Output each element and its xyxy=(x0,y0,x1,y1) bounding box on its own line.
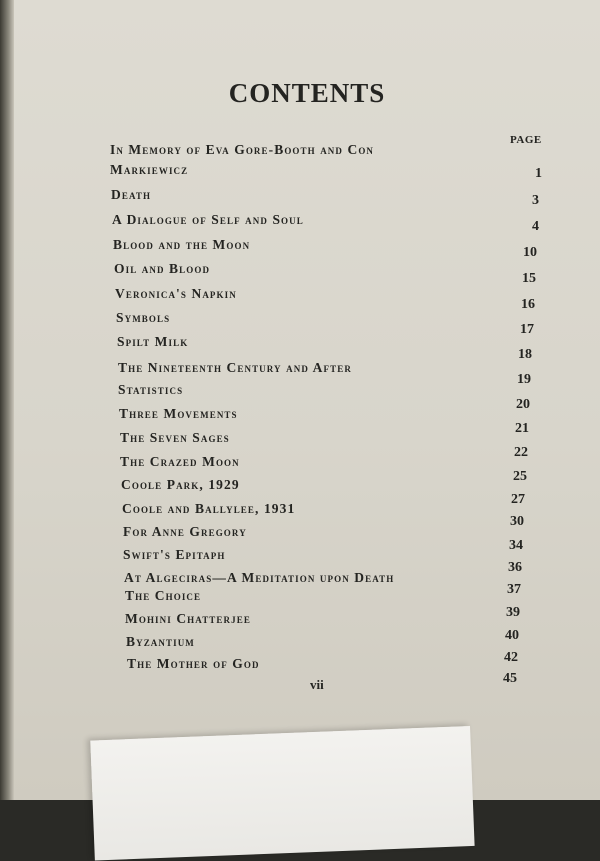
entry-title: For Anne Gregory xyxy=(123,524,247,539)
entry-title: Death xyxy=(111,187,152,202)
entry-title: The Seven Sages xyxy=(120,430,230,445)
entry-page: 20 xyxy=(516,397,530,412)
page-column-label: PAGE xyxy=(510,134,542,146)
entry-page: 39 xyxy=(506,605,520,620)
entry-title: In Memory of Eva Gore-Booth and Con xyxy=(110,142,375,157)
entry-page: 30 xyxy=(510,514,524,529)
entry-page: 27 xyxy=(511,492,525,507)
entry-title: Oil and Blood xyxy=(114,261,211,276)
entry-title: Byzantium xyxy=(126,634,195,649)
entry-page: 34 xyxy=(509,538,523,553)
entry-page: 42 xyxy=(504,650,518,665)
entry-title: Spilt Milk xyxy=(117,334,189,349)
entry-page: 17 xyxy=(520,322,534,337)
entry-title: Coole and Ballylee, 1931 xyxy=(122,501,296,516)
entry-title: Statistics xyxy=(118,382,184,397)
entry-page: 40 xyxy=(505,628,519,643)
entry-page: 15 xyxy=(522,271,536,286)
entry-page: 22 xyxy=(514,445,528,460)
entry-title: Symbols xyxy=(116,310,171,325)
entry-page: 21 xyxy=(515,421,529,436)
book-page xyxy=(14,0,600,800)
entry-title: The Nineteenth Century and After xyxy=(118,360,352,375)
entry-title: Three Movements xyxy=(119,406,238,421)
white-card xyxy=(90,726,474,860)
entry-title: A Dialogue of Self and Soul xyxy=(112,212,304,227)
entry-title: At Algeciras—A Meditation upon Death xyxy=(124,570,395,585)
entry-page: 19 xyxy=(517,372,531,387)
entry-title: Swift's Epitaph xyxy=(123,547,226,562)
entry-title: Coole Park, 1929 xyxy=(121,477,240,492)
entry-page: 18 xyxy=(518,347,532,362)
entry-page: 25 xyxy=(513,469,527,484)
entry-page: 10 xyxy=(523,245,537,260)
book-gutter xyxy=(0,0,14,800)
entry-title: Veronica's Napkin xyxy=(115,286,237,301)
entry-page: 3 xyxy=(532,193,539,208)
entry-title: The Crazed Moon xyxy=(120,454,240,469)
entry-title: Mohini Chatterjee xyxy=(125,611,251,626)
entry-page: 45 xyxy=(503,671,517,686)
entry-page: 36 xyxy=(508,560,522,575)
folio-number: vii xyxy=(310,677,324,692)
entry-page: 1 xyxy=(535,166,542,181)
entry-page: 37 xyxy=(507,582,521,597)
entry-page: 16 xyxy=(521,297,535,312)
entry-title: The Mother of God xyxy=(127,656,260,671)
entry-title: Blood and the Moon xyxy=(113,237,251,252)
entry-page: 4 xyxy=(532,219,539,234)
contents-heading: CONTENTS xyxy=(228,78,386,108)
entry-title: Markiewicz xyxy=(110,162,189,177)
entry-title: The Choice xyxy=(125,588,202,603)
